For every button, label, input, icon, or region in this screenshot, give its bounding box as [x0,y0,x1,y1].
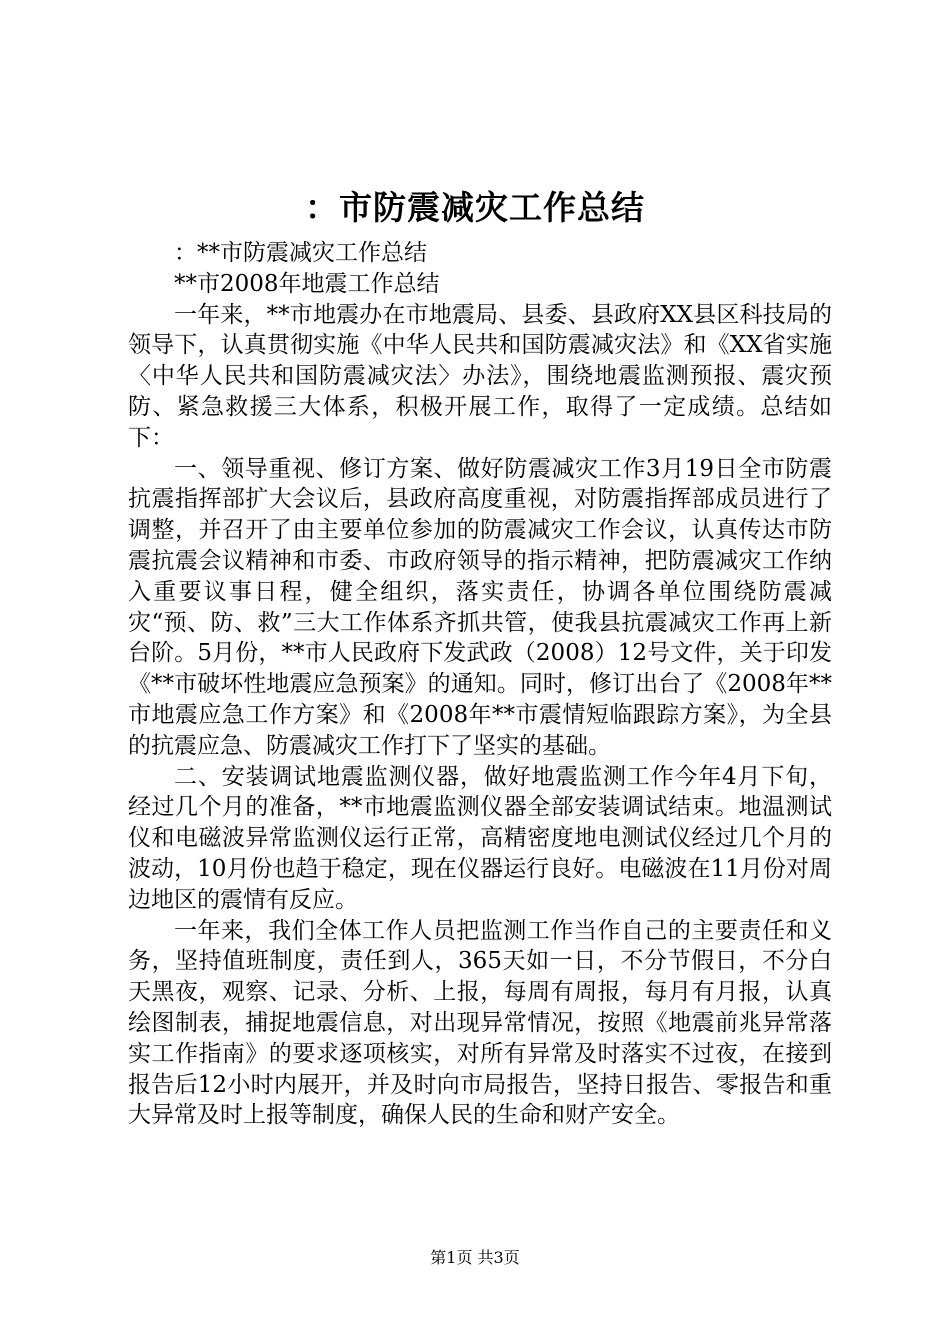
paragraph: ：**市防震减灾工作总结 [174,240,427,266]
document-title: ：市防震减灾工作总结 [305,188,645,227]
paragraph: 二、安装调试地震监测仪器，做好地震监测工作今年4月下旬，经过几个月的准备，**市地震监测仪器全部安装调试结束。地温测试仪和电磁波异常监测仪运行正常，高精密度地电测试仪经过几个月的波动，10月份也趋于稳定，现在仪器运行良好。电磁波在11月份对周边地区的震情有反应。 [128,763,832,913]
paragraph: 一年来，**市地震办在市地震局、县委、县政府XX县区科技局的领导下，认真贯彻实施《中华人民共和国防震减灾法》和《XX省实施〈中华人民共和国防震减灾法〉办法》，围绕地震监测预报、震灾预防、紧急救援三大体系，积极开展工作，取得了一定成绩。总结如下： [128,301,832,451]
page-footer: 第1页 共3页 [430,1248,520,1267]
document-body [128,238,832,1131]
paragraph: 一、领导重视、修订方案、做好防震减灾工作3月19日全市防震抗震指挥部扩大会议后，县政府高度重视，对防震指挥部成员进行了调整，并召开了由主要单位参加的防震减灾工作会议，认真传达市防震抗震会议精神和市委、市政府领导的指示精神，把防震减灾工作纳入重要议事日程，健全组织，落实责任，协调各单位围绕防震减灾“预、防、救”三大工作体系齐抓共管，使我县抗震减灾工作再上新台阶。5月份，**市人民政府下发武政（2008）12号文件，关于印发《**市破坏性地震应急预案》的通知。同时，修订出台了《2008年**市地震应急工作方案》和《2008年**市震情短临跟踪方案》，为全县的抗震应急、防震减灾工作打下了坚实的基础。 [128,455,832,759]
paragraph: 一年来，我们全体工作人员把监测工作当作自己的主要责任和义务，坚持值班制度，责任到人，365天如一日，不分节假日，不分白天黑夜，观察、记录、分析、上报，每周有周报，每月有月报，认真绘图制表，捕捉地震信息，对出现异常情况，按照《地震前兆异常落实工作指南》的要求逐项核实，对所有异常及时落实不过夜，在接到报告后12小时内展开，并及时向市局报告，坚持日报告、零报告和重大异常及时上报等制度，确保人民的生命和财产安全。 [128,917,832,1129]
paragraph: **市2008年地震工作总结 [174,270,440,297]
